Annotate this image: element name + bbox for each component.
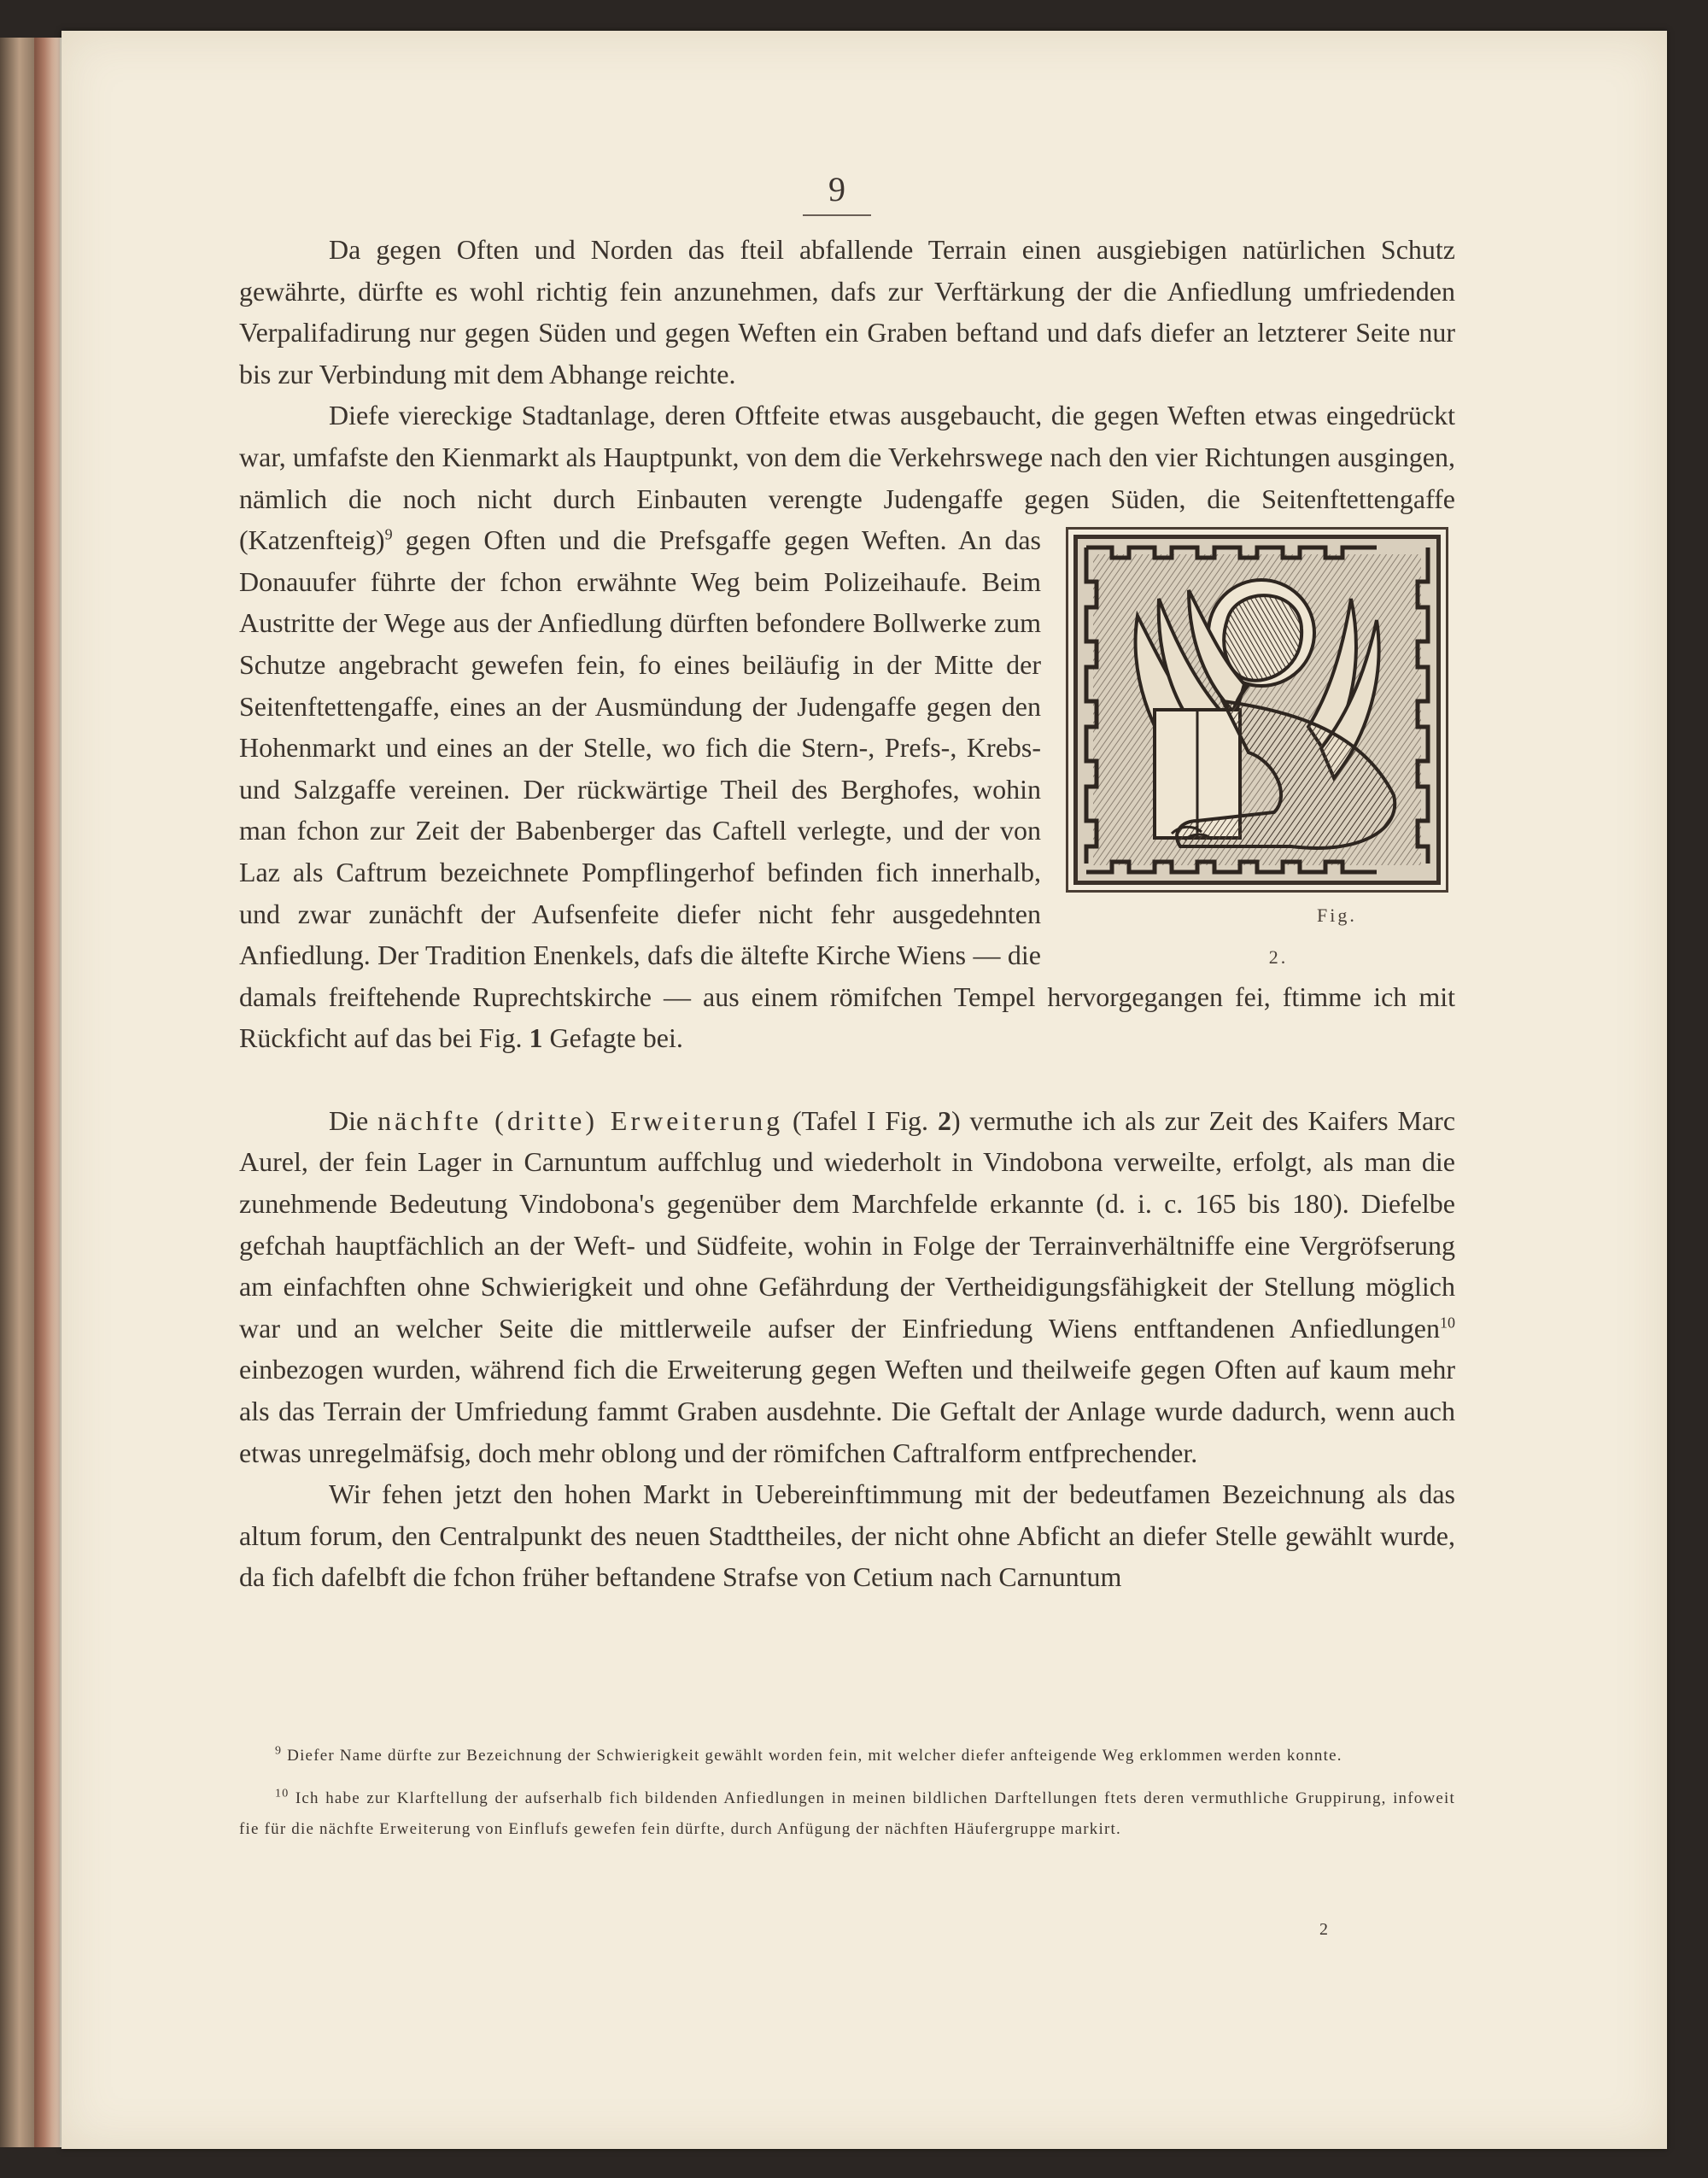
paragraph-3-text-a: Die bbox=[329, 1104, 378, 1136]
winged-lion-icon bbox=[1078, 539, 1436, 881]
paragraph-3-text-c: ) vermuthe ich als zur Zeit des Kaifers Marc Aurel, der fein Lager in Carnuntum auffchlug und wiederholt in Vindobona verweilte, erfolgt, als man die zunehmende Bedeutung Vindobona's gegenüber dem Marchfelde erkannte (d. i. c. 165 bis 180). Diefelbe gefchah hauptfächlich an der Weft- und Südfeite, wohin in Folge der Terrainverhältniffe eine Vergröfserung am einfachften ohne Schwierigkeit und ohne Gefährdung der Vertheidigungsfähigkeit der Stellung möglich war und an welcher Seite die mittlerweile aufser der Einfriedung Wiens entftandenen Anfiedlungen bbox=[239, 1104, 1456, 1344]
paragraph-3-text-b: (Tafel I Fig. bbox=[783, 1104, 938, 1136]
footnotes bbox=[239, 1741, 1455, 1857]
footnote-text: Ich habe zur Klarftellung der aufserhalb fich bildenden Anfiedlungen in meinen bildlichen Darftellungen ftets deren vermuthliche Gruppirung, infoweit fie für die nächfte Erweiterung von Einflufs gewefen fein dürfte, durch Anfügung der nächften Häufergruppe markirt. bbox=[239, 1789, 1455, 1838]
footnote-text: Diefer Name dürfte zur Bezeichnung der Schwierigkeit gewählt worden fein, mit welcher diefer anfteigende Weg erklommen werden konnte. bbox=[287, 1747, 1342, 1765]
paragraph-3 bbox=[239, 1100, 1455, 1473]
paragraph-2 bbox=[239, 395, 1455, 1059]
figure-2 bbox=[1058, 519, 1468, 968]
figure-reference-2: 2 bbox=[937, 1104, 951, 1136]
section-heading-spaced: nächfte (dritte) Erweiterung bbox=[377, 1104, 784, 1136]
paragraph-2-text-c: Gefagte bei. bbox=[542, 1022, 683, 1054]
signature-mark: 2 bbox=[1319, 1920, 1328, 1939]
paragraph-2-text-b: gegen Often und die Prefsgaffe gegen Weften. An das Donauufer führte der fchon erwähnte Weg beim Polizeihaufe. Beim Austritte der Wege aus der Anfiedlung dürften befondere Bollwerke zum Schutze angebracht gewefen fein, fo eines beiläufig in der Mitte der Seitenftettengaffe, eines an der Ausmündung der Judengaffe gegen den Hohenmarkt und eines an der Stelle, wo fich die Stern-, Prefs-, Krebs- und Salzgaffe vereinen. Der rückwärtige Theil des Berghofes, wohin man fchon zur Zeit der Babenberger das Caftell verlegte, und der von Laz als Caftrum bezeichnete Pompflingerhof befinden fich innerhalb, und zwar zunächft der Aufsenfeite diefer nicht fehr ausgedehnten Anfiedlung. Der Tradition Enenkels, dafs die ältefte Kirche Wiens — die damals freiftehende Ruprechtskirche — aus einem römifchen Tempel hervorgegangen fei, ftimme ich mit Rückficht auf das bei Fig. bbox=[239, 524, 1455, 1054]
body-text bbox=[239, 229, 1455, 1598]
paragraph-4: Wir fehen jetzt den hohen Markt in Uebereinftimmung mit der bedeutfamen Bezeichnung als das altum forum, den Centralpunkt des neuen Stadttheiles, der nicht ohne Abficht an diefer Stelle gewählt wurde, da fich dafelbft die fchon früher beftandene Strafse von Cetium nach Carnuntum bbox=[239, 1478, 1455, 1593]
paragraph-1: Da gegen Often und Norden das fteil abfallende Terrain einen ausgiebigen natürlichen Schutz gewährte, dürfte es wohl richtig fein anzunehmen, dafs zur Verftärkung der die Anfiedlung umfriedenden Verpalifadirung nur gegen Süden und gegen Weften ein Graben beftand und dafs diefer an letzterer Seite nur bis zur Verbindung mit dem Abhange reichte. bbox=[239, 234, 1455, 389]
footnote-mark: 9 bbox=[275, 1744, 283, 1758]
footnote-mark: 10 bbox=[275, 1787, 290, 1800]
figure-frame bbox=[1073, 535, 1441, 885]
footnote-10 bbox=[239, 1783, 1455, 1845]
figure-reference-1: 1 bbox=[529, 1022, 543, 1054]
footnote-ref-9: 9 bbox=[384, 525, 393, 543]
paragraph-3-text-d: einbezogen wurden, während fich die Erweiterung gegen Weften und theilweife gegen Often auf kaum mehr als das Terrain der Umfriedung fammt Graben ausdehnte. Die Geftalt der Anlage wurde dadurch, wenn auch etwas unregelmäfsig, doch mehr oblong und der römifchen Caftralform entfprechender. bbox=[239, 1354, 1455, 1468]
figure-caption: Fig. 2. bbox=[1268, 905, 1357, 968]
footnote-9 bbox=[239, 1741, 1455, 1771]
footnote-ref-10: 10 bbox=[1440, 1314, 1455, 1332]
page-number: 9 bbox=[803, 169, 871, 216]
book-spine bbox=[34, 38, 60, 2147]
paragraph-2-text-a: Diefe viereckige Stadtanlage, deren Oftfeite etwas ausgebaucht, die gegen Weften etwas eingedrückt war, umfafste den Kienmarkt als Hauptpunkt, von dem die Verkehrswege nach den vier Richtungen ausgingen, nämlich die noch nicht durch Einbauten verengte Judengaffe gegen Süden, die Seitenftettengaffe (Katzenfteig) bbox=[239, 400, 1455, 556]
